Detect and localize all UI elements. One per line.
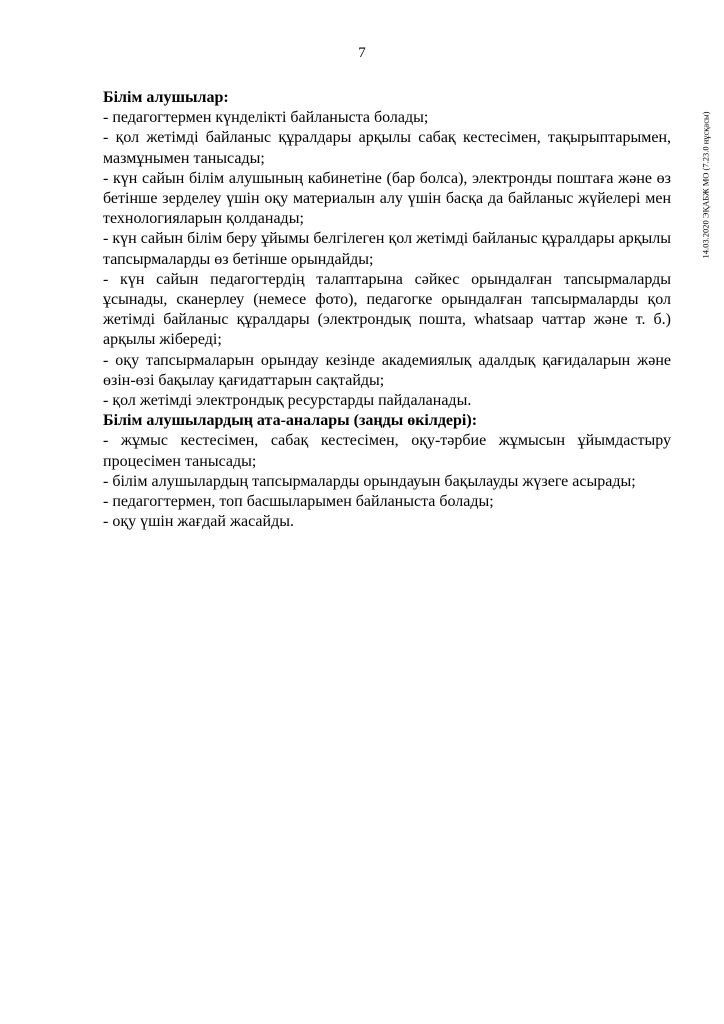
list-item: - күн сайын білім алушының кабинетіне (бар болса), электронды поштаға және өз бетінше зерделеу үшін оқу материалын алу үшін басқа да байланыс жүйелері мен технологияларын қолданады;: [103, 169, 671, 228]
list-item: - күн сайын білім беру ұйымы белгілеген қол жетімді байланыс құралдары арқылы тапсырмаларды өз бетінше орындайды;: [103, 230, 671, 268]
list-item: - күн сайын педагогтердің талаптарына сәйкес орындалған тапсырмаларды ұсынады, сканерлеу (немесе фото), педагогке орындалған тапсырмаларды қол жетімді байланыс құралдары (электрондық пошта, whatsaap чаттар және т. б.) арқылы жібереді;: [103, 270, 671, 349]
parents-list: [103, 431, 671, 532]
list-item: - педагогтермен күнделікті байланыста болады;: [103, 109, 429, 127]
list-item: - жұмыс кестесімен, сабақ кестесімен, оқу-тәрбие жұмысын ұйымдастыру процесімен танысады;: [103, 432, 671, 470]
list-item: - педагогтермен, топ басшыларымен байланыста болады;: [103, 493, 494, 511]
list-item: - оқу үшін жағдай жасайды.: [103, 513, 294, 531]
parents-heading: Білім алушылардың ата-аналары (заңды өкілдері):: [103, 412, 478, 430]
side-stamp-text: 14.03.2020 ЭҚАБЖ МО (7.23.0 нұсқасы): [701, 111, 711, 259]
students-heading: Білім алушылар:: [103, 89, 229, 106]
page-number: 7: [358, 45, 366, 61]
list-item: - білім алушылардың тапсырмаларды орындауын бақылауды жүзеге асырады;: [103, 472, 636, 490]
list-item: - оқу тапсырмаларын орындау кезінде академиялық адалдық қағидаларын және өзін-өзі бақылау қағидаттарын сақтайды;: [103, 351, 671, 389]
side-stamp: [700, 105, 712, 265]
document-body: [103, 88, 671, 532]
list-item: - қол жетімді электрондық ресурстарды пайдаланады.: [103, 392, 472, 410]
list-item: - қол жетімді байланыс құралдары арқылы сабақ кестесімен, тақырыптарымен, мазмұнымен танысады;: [103, 129, 671, 167]
students-list: [103, 108, 671, 411]
